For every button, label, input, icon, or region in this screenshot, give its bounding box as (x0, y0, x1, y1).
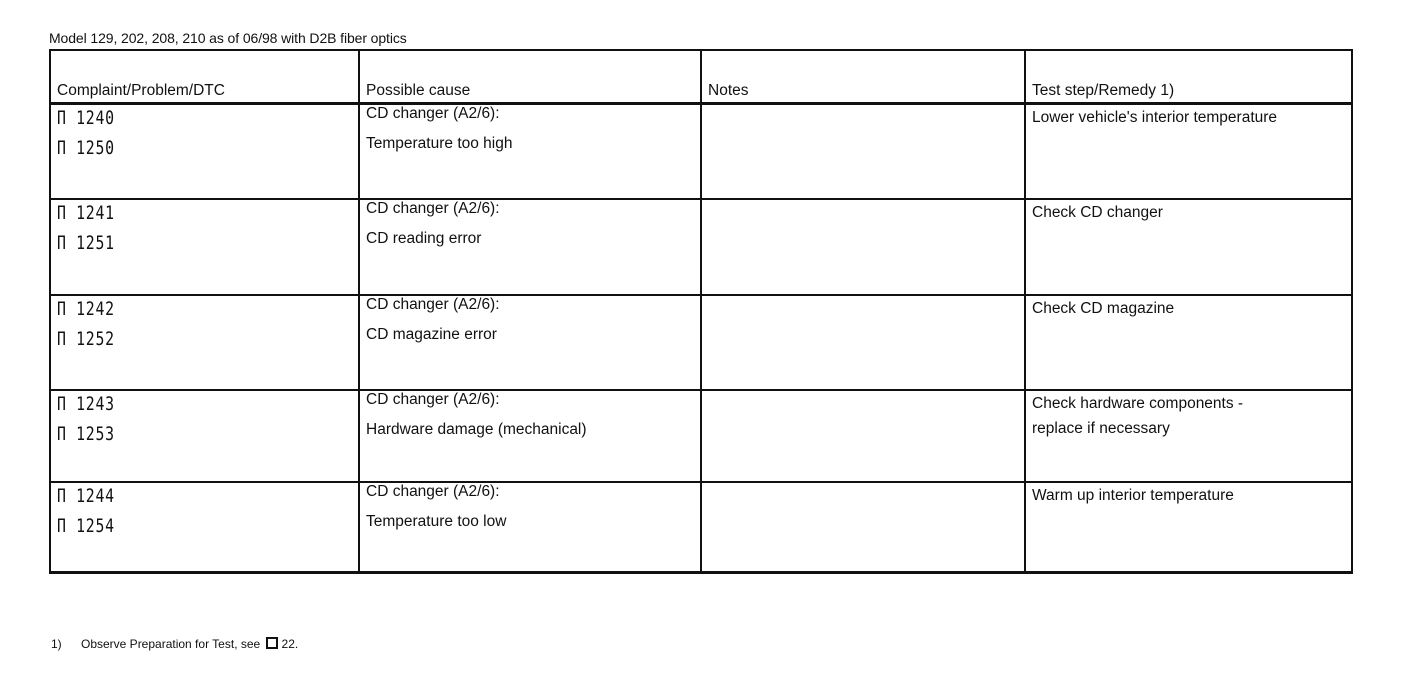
cause-component: CD changer (A2/6): (366, 105, 500, 122)
dtc-symbol: П (57, 298, 67, 320)
dtc-code (57, 200, 287, 230)
dtc-code (57, 230, 287, 260)
dtc-code (57, 296, 287, 326)
possible-cause-cell (359, 104, 701, 200)
dtc-codes-cell (50, 199, 359, 295)
table-row (50, 104, 1352, 200)
notes-cell (701, 295, 1025, 390)
table-row (50, 199, 1352, 295)
cause-component: CD changer (A2/6): (366, 483, 500, 500)
table-row (50, 482, 1352, 573)
dtc-code (57, 513, 287, 543)
dtc-symbol: П (57, 423, 67, 445)
remedy-cell: Lower vehicle's interior temperature (1025, 104, 1352, 200)
cause-description: Temperature too low (366, 513, 507, 530)
dtc-codes-cell (50, 104, 359, 200)
header-notes: Notes (701, 50, 1025, 104)
dtc-code-number: 1254 (76, 515, 115, 537)
table-row (50, 390, 1352, 482)
header-complaint: Complaint/Problem/DTC (50, 50, 359, 104)
dtc-code (57, 105, 287, 135)
header-remedy: Test step/Remedy 1) (1025, 50, 1352, 104)
dtc-code-number: 1240 (76, 107, 115, 129)
dtc-code (57, 421, 287, 451)
table-caption: Model 129, 202, 208, 210 as of 06/98 with D2B fiber optics (49, 30, 407, 46)
dtc-code (57, 391, 287, 421)
dtc-symbol: П (57, 485, 67, 507)
dtc-code-number: 1251 (76, 232, 115, 254)
footnote-number: 1) (51, 637, 62, 651)
table-header-row (50, 50, 1352, 104)
dtc-table (49, 49, 1353, 574)
remedy-cell: Warm up interior temperature (1025, 482, 1352, 573)
possible-cause-cell (359, 295, 701, 390)
dtc-codes-cell (50, 482, 359, 573)
dtc-symbol: П (57, 107, 67, 129)
remedy-cell: Check hardware components - replace if necessary (1025, 390, 1352, 482)
dtc-codes-cell (50, 295, 359, 390)
dtc-code-number: 1244 (76, 485, 115, 507)
dtc-symbol: П (57, 202, 67, 224)
dtc-code-number: 1250 (76, 137, 115, 159)
possible-cause-cell (359, 482, 701, 573)
cause-description: Temperature too high (366, 135, 513, 152)
dtc-code-number: 1253 (76, 423, 115, 445)
dtc-code (57, 326, 287, 356)
dtc-symbol: П (57, 232, 67, 254)
notes-cell (701, 482, 1025, 573)
dtc-symbol: П (57, 515, 67, 537)
possible-cause-cell (359, 199, 701, 295)
dtc-code-number: 1243 (76, 393, 115, 415)
dtc-symbol: П (57, 328, 67, 350)
page-reference-icon (266, 637, 278, 649)
footnote-page-link[interactable]: 22. (281, 637, 299, 651)
remedy-cell: Check CD magazine (1025, 295, 1352, 390)
cause-description: Hardware damage (mechanical) (366, 421, 587, 438)
cause-description: CD reading error (366, 230, 482, 247)
header-possible-cause: Possible cause (359, 50, 701, 104)
dtc-codes-cell (50, 390, 359, 482)
dtc-code-number: 1252 (76, 328, 115, 350)
cause-component: CD changer (A2/6): (366, 296, 500, 313)
cause-component: CD changer (A2/6): (366, 391, 500, 408)
footnote (51, 637, 298, 651)
dtc-code-number: 1242 (76, 298, 115, 320)
footnote-text: Observe Preparation for Test, see (81, 637, 261, 651)
possible-cause-cell (359, 390, 701, 482)
dtc-symbol: П (57, 393, 67, 415)
notes-cell (701, 199, 1025, 295)
dtc-symbol: П (57, 137, 67, 159)
dtc-code (57, 483, 287, 513)
notes-cell (701, 390, 1025, 482)
dtc-code (57, 135, 287, 165)
remedy-cell: Check CD changer (1025, 199, 1352, 295)
cause-component: CD changer (A2/6): (366, 200, 500, 217)
cause-description: CD magazine error (366, 326, 497, 343)
dtc-code-number: 1241 (76, 202, 115, 224)
notes-cell (701, 104, 1025, 200)
table-row (50, 295, 1352, 390)
